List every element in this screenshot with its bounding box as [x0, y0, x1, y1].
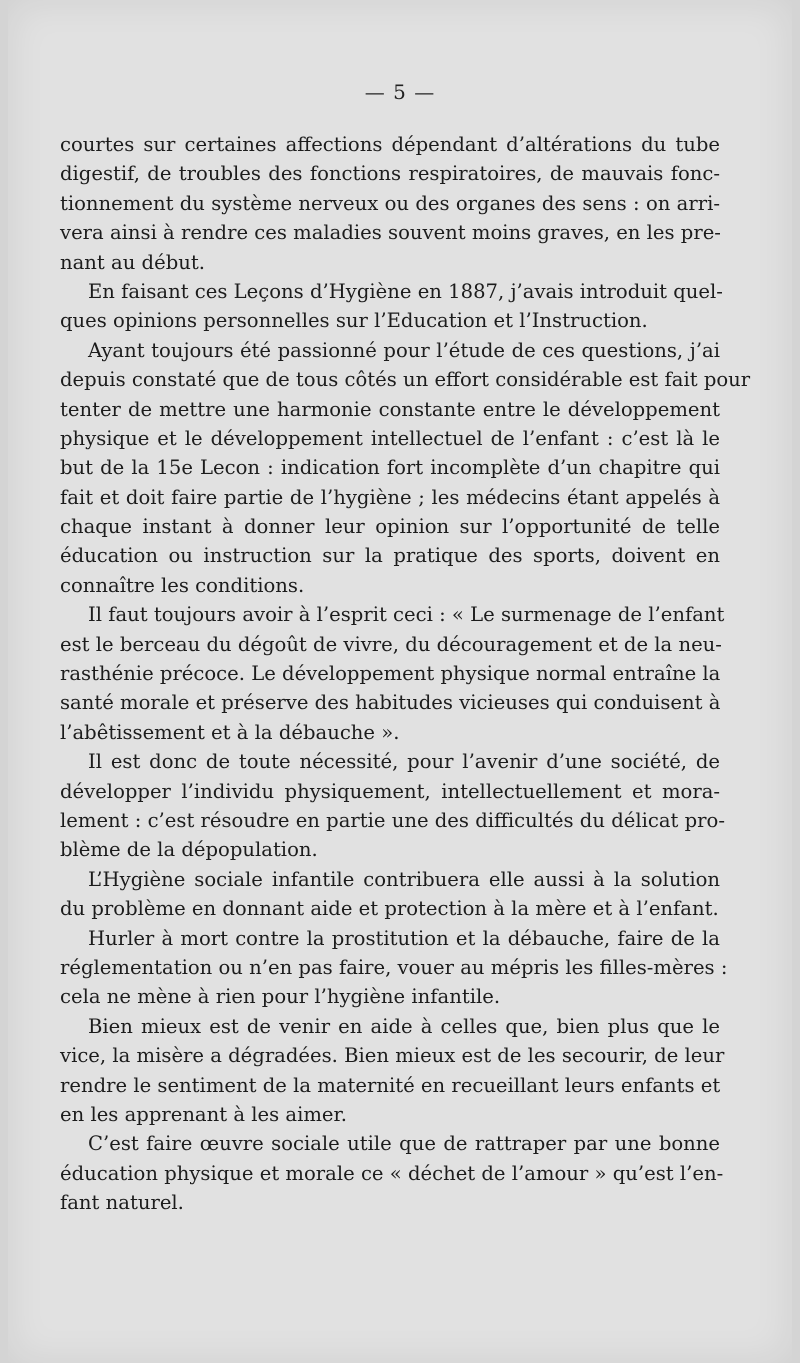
text-line: est le berceau du dégoût de vivre, du découragement et de la neu- — [60, 632, 722, 656]
text-line: digestif, de troubles des fonctions respiratoires, de mauvais fonc- — [60, 162, 720, 186]
text-line: tenter de mettre une harmonie constante entre le développement — [60, 397, 720, 421]
text-line: fant naturel. — [60, 1191, 184, 1215]
text-line: ques opinions personnelles sur l’Education et l’Instruction. — [60, 309, 648, 333]
text-line: Bien mieux est de venir en aide à celles que, bien plus que le — [88, 1014, 720, 1038]
text-line: connaître les conditions. — [60, 573, 305, 597]
text-line: réglementation ou n’en pas faire, vouer au mépris les filles-mères : — [60, 955, 728, 979]
text-line: courtes sur certaines affections dépendant d’altérations du tube — [60, 133, 720, 156]
text-line: santé morale et préserve des habitudes vicieuses qui conduisent à — [60, 691, 721, 715]
text-line: physique et le développement intellectuel de l’enfant : c’est là le — [60, 426, 720, 450]
text-line: nant au début. — [60, 250, 205, 274]
text-line: C’est faire œuvre sociale utile que de rattraper par une bonne — [88, 1132, 720, 1156]
text-line: chaque instant à donner leur opinion sur l’opportunité de telle — [60, 515, 720, 539]
text-line: du problème en donnant aide et protection à la mère et à l’enfant. — [60, 897, 719, 921]
text-line: depuis constaté que de tous côtés un effort considérable est fait pour — [60, 368, 751, 392]
text-line: tionnement du système nerveux ou des organes des sens : on arri- — [60, 191, 720, 215]
text-line: développer l’individu physiquement, intellectuellement et mora- — [60, 779, 720, 803]
text-line: vera ainsi à rendre ces maladies souvent moins graves, en les pre- — [60, 221, 721, 245]
book-page — [8, 0, 792, 1363]
text-line: l’abêtissement et à la débauche ». — [60, 720, 400, 744]
body-text — [60, 130, 751, 1217]
text-line: cela ne mène à rien pour l’hygiène infantile. — [60, 985, 501, 1009]
text-line: en les apprenant à les aimer. — [60, 1102, 347, 1126]
text-line: L’Hygiène sociale infantile contribuera elle aussi à la solution — [88, 867, 720, 891]
text-line: blème de la dépopulation. — [60, 838, 318, 862]
text-line: Il est donc de toute nécessité, pour l’avenir d’une société, de — [88, 750, 720, 774]
text-line: éducation physique et morale ce « déchet de l’amour » qu’est l’en- — [60, 1161, 724, 1185]
text-line: En faisant ces Leçons d’Hygiène en 1887, j’avais introduit quel- — [88, 279, 723, 303]
page-number: — 5 — — [364, 80, 436, 104]
text-line: Il faut toujours avoir à l’esprit ceci : « Le surmenage de l’enfant — [88, 603, 725, 627]
text-line: vice, la misère a dégradées. Bien mieux est de les secourir, de leur — [60, 1044, 725, 1068]
text-line: Hurler à mort contre la prostitution et la débauche, faire de la — [88, 926, 720, 950]
text-line: rasthénie précoce. Le développement physique normal entraîne la — [60, 662, 721, 686]
text-line: rendre le sentiment de la maternité en recueillant leurs enfants et — [60, 1073, 721, 1097]
text-line: éducation ou instruction sur la pratique des sports, doivent en — [60, 544, 720, 568]
text-line: fait et doit faire partie de l’hygiène ; les médecins étant appelés à — [60, 485, 720, 509]
text-line: but de la 15e Lecon : indication fort incomplète d’un chapitre qui — [60, 456, 720, 480]
text-line: Ayant toujours été passionné pour l’étude de ces questions, j’ai — [88, 338, 720, 362]
text-line: lement : c’est résoudre en partie une des difficultés du délicat pro- — [60, 808, 725, 832]
